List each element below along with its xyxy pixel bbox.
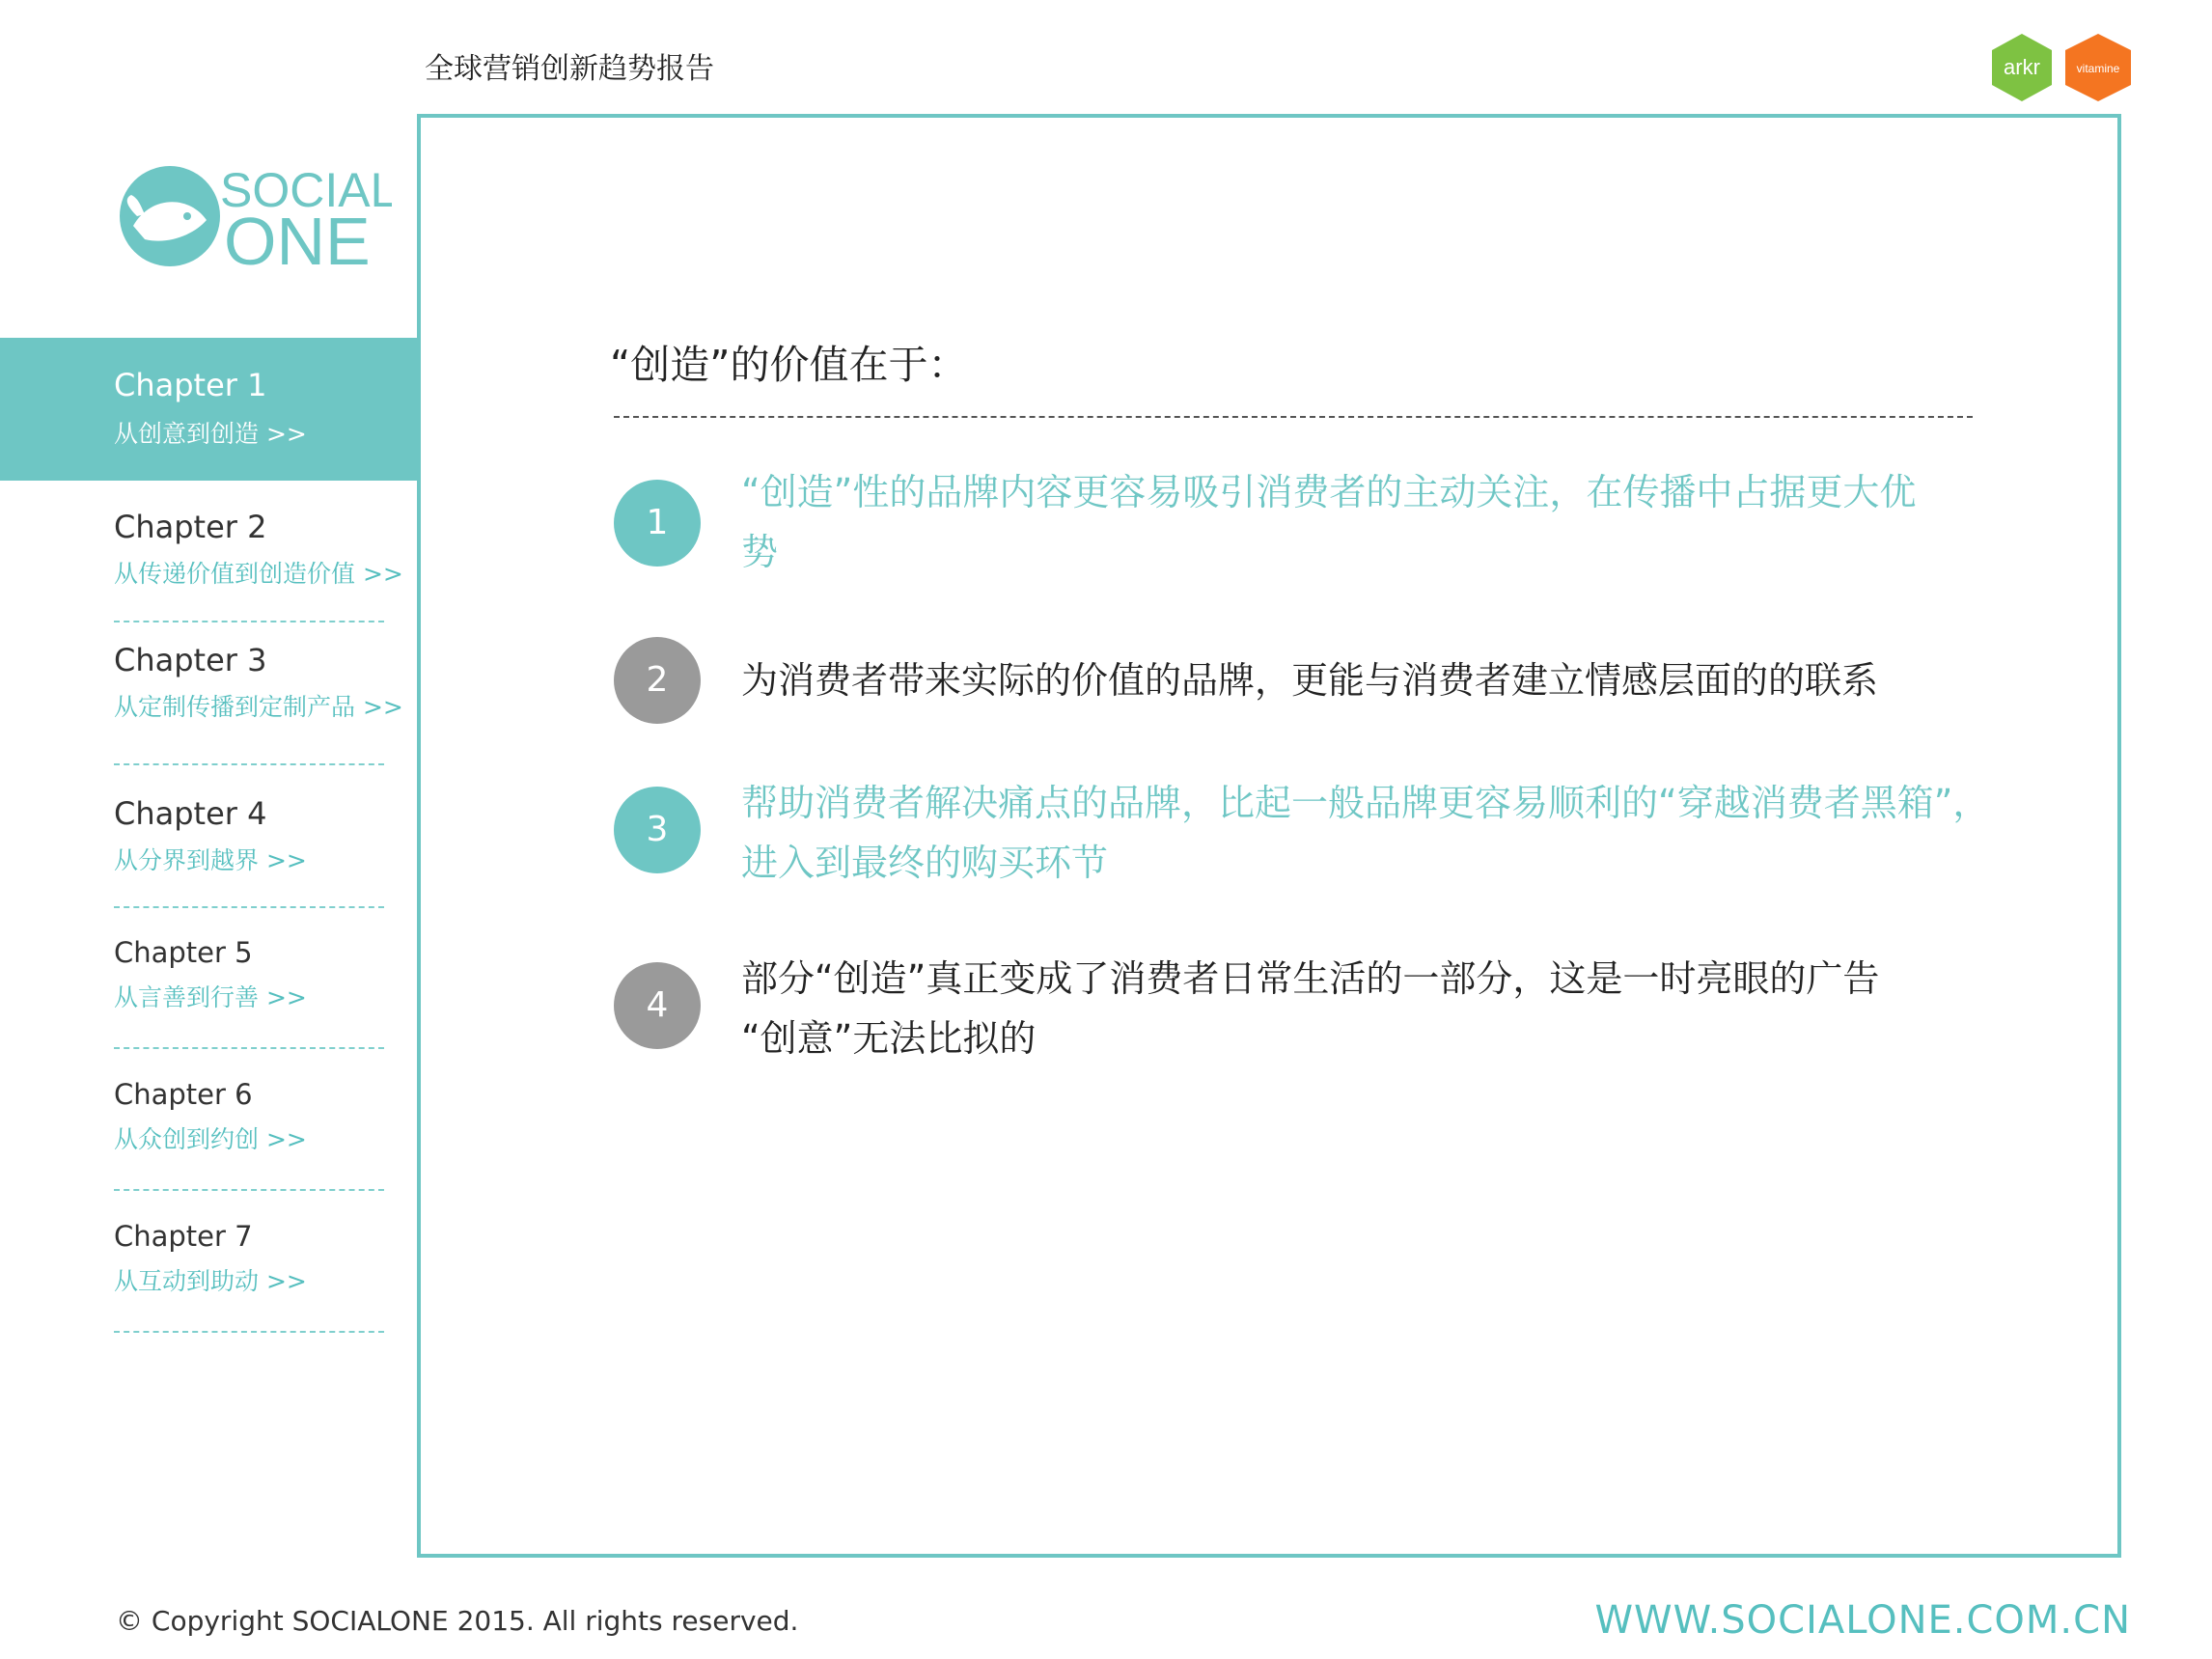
chapter-label: Chapter 1 [114,367,267,403]
point-number-badge: 4 [614,962,701,1049]
chapter-7-link[interactable] [114,1220,394,1297]
chapter-subtitle: 从互动到助动 >> [114,1267,307,1295]
chapter-label: Chapter 2 [114,509,267,545]
chapter-subtitle: 从众创到约创 >> [114,1125,307,1153]
chapter-subtitle: 从传递价值到创造价值 >> [114,560,403,588]
point-text: 部分“创造”真正变成了消费者日常生活的一部分，这是一时亮眼的广告 “创意”无法比拟的 [741,957,1880,1060]
copyright-text: © Copyright SOCIALONE 2015. All rights reserved. [116,1605,799,1637]
chapter-label: Chapter 6 [114,1078,253,1111]
arkr-logo-text: arkr [2004,55,2040,79]
brand-line1: SOCIAL [220,163,392,217]
document-title: 全球营销创新趋势报告 [425,52,714,86]
chapter-subtitle: 从分界到越界 >> [114,846,307,874]
point-text: 帮助消费者解决痛点的品牌，比起一般品牌更容易顺利的“穿越消费者黑箱”， 进入到最终的购买环节 [741,782,1990,884]
point-text: “创造”性的品牌内容更容易吸引消费者的主动关注，在传播中占据更大优 势 [741,471,1917,573]
section-heading: “创造”的价值在于： [610,342,968,388]
chapter-divider [114,1189,384,1191]
chapter-divider [114,621,384,622]
heading-divider [614,416,1973,418]
chapter-subtitle: 从定制传播到定制产品 >> [114,693,403,721]
chapter-3-link[interactable] [114,642,403,723]
vitamine-logo-text: vitamine [2076,62,2120,75]
point-number-badge: 3 [614,787,701,873]
website-link[interactable]: WWW.SOCIALONE.COM.CN [1594,1598,2131,1643]
chapter-label: Chapter 7 [114,1220,253,1253]
chapter-subtitle: 从创意到创造 >> [114,420,307,448]
chapter-4-link[interactable] [114,795,394,876]
point-text: 为消费者带来实际的价值的品牌，更能与消费者建立情感层面的的联系 [741,659,1879,702]
chapter-2-link[interactable] [114,509,403,590]
chapter-6-link[interactable] [114,1078,394,1155]
chapter-divider [114,763,384,765]
chapter-label: Chapter 3 [114,642,267,678]
chapter-5-link[interactable] [114,936,394,1013]
chapter-divider [114,1047,384,1049]
chapter-nav [0,0,421,1659]
chapter-divider [114,906,384,908]
chapter-divider [114,1331,384,1333]
brand-line2: ONE [224,204,371,279]
chapter-label: Chapter 4 [114,795,267,832]
chapter-label: Chapter 5 [114,936,253,969]
chapter-1-link[interactable] [0,338,417,481]
point-number-badge: 2 [614,637,701,724]
partner-logos [1990,32,2135,103]
point-number-badge: 1 [614,480,701,567]
chapter-subtitle: 从言善到行善 >> [114,983,307,1011]
